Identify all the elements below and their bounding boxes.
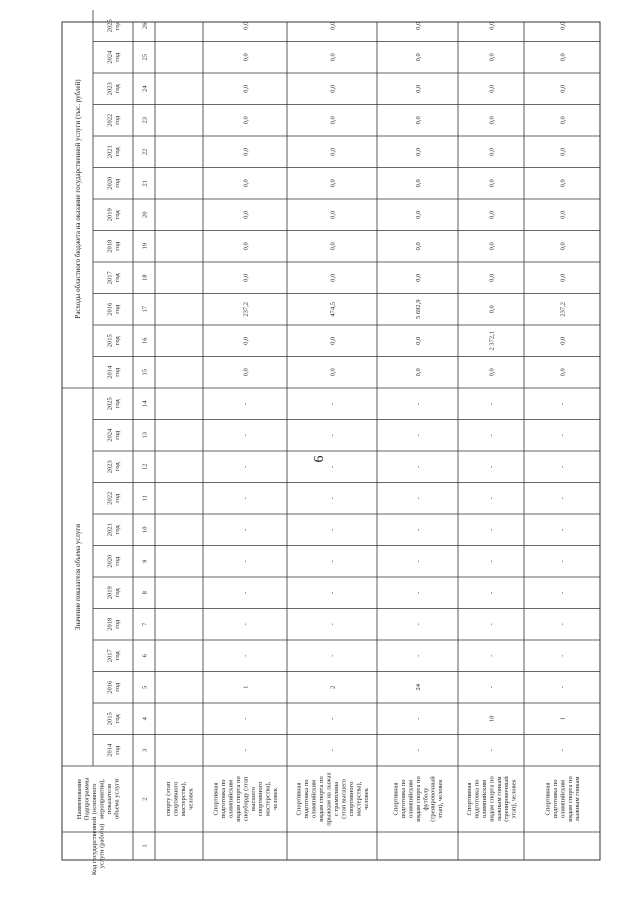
volume-value-cell: - [488, 591, 496, 594]
volume-value-cell: - [242, 528, 250, 531]
year-header: 2014год [106, 365, 122, 379]
expense-value-cell: 0,0 [329, 21, 337, 30]
column-number: 6 [141, 654, 149, 658]
volume-value-cell: 1 [559, 717, 567, 721]
expense-value-cell: 0,0 [488, 368, 496, 377]
expense-value-cell: 2 372,1 [488, 331, 496, 351]
year-header: 2014год [106, 743, 122, 757]
column-number: 20 [141, 211, 149, 218]
year-header: 2020год [106, 176, 122, 190]
volume-value-cell: - [488, 654, 496, 657]
volume-value-cell: - [559, 434, 567, 437]
volume-value-cell: - [329, 560, 337, 563]
expense-value-cell: 0,0 [414, 273, 422, 282]
volume-value-cell: - [559, 623, 567, 626]
expense-value-cell: 0,0 [559, 242, 567, 251]
expense-value-cell: 0,0 [559, 179, 567, 188]
volume-value-cell: - [242, 623, 250, 626]
expense-value-cell: 0,0 [242, 116, 250, 125]
volume-value-cell: - [242, 717, 250, 720]
volume-value-cell: - [329, 749, 337, 752]
volume-value-cell: - [559, 528, 567, 531]
expense-value-cell: 0,0 [488, 210, 496, 219]
column-number: 1 [141, 844, 149, 848]
column-number: 15 [141, 369, 149, 376]
volume-value-cell: - [329, 402, 337, 405]
volume-value-cell: - [329, 591, 337, 594]
volume-value-cell: - [329, 434, 337, 437]
expense-value-cell: 0,0 [242, 179, 250, 188]
year-header: 2018год [106, 239, 122, 253]
expense-value-cell: 0,0 [414, 179, 422, 188]
volume-value-cell: - [329, 465, 337, 468]
year-header: 2017год [106, 649, 122, 663]
volume-value-cell: - [559, 686, 567, 689]
header-indicator-name: НаименованиеПодпрограммы(основногомероприятия),показателяобъема услуги [76, 777, 121, 821]
column-number: 11 [141, 495, 149, 502]
expense-value-cell: 0,0 [414, 336, 422, 345]
expense-value-cell: 0,0 [329, 179, 337, 188]
column-number: 19 [141, 243, 149, 250]
expense-value-cell: 0,0 [559, 84, 567, 93]
volume-value-cell: - [414, 623, 422, 626]
volume-value-cell: - [559, 497, 567, 500]
year-header: 2022год [106, 491, 122, 505]
volume-value-cell: - [242, 591, 250, 594]
expense-value-cell: 0,0 [488, 242, 496, 251]
expense-value-cell: 0,0 [559, 116, 567, 125]
expense-value-cell: 0,0 [242, 336, 250, 345]
column-number: 23 [141, 117, 149, 124]
column-number: 16 [141, 337, 149, 344]
expense-value-cell: 0,0 [488, 147, 496, 156]
volume-value-cell: - [414, 749, 422, 752]
column-number: 3 [141, 748, 149, 752]
indicator-name-cell: спорту (этапспортивногомастерства),человек [165, 781, 195, 817]
expense-value-cell: 0,0 [242, 21, 250, 30]
expense-value-cell: 0,0 [329, 147, 337, 156]
volume-value-cell: - [488, 623, 496, 626]
expense-value-cell: 0,0 [488, 116, 496, 125]
expense-value-cell: 0,0 [488, 53, 496, 62]
column-number: 4 [141, 717, 149, 721]
year-header: 2016год [106, 302, 122, 316]
volume-value-cell: - [559, 749, 567, 752]
column-number: 5 [141, 685, 149, 689]
year-header: 2024год [106, 428, 122, 442]
header-expense-group: Расходы областного бюджета на оказание государственной услуги (тыс. рублей) [73, 79, 82, 319]
indicator-name-cell: Спортивнаяподготовка поолимпийскимвидам спорта посноуборду (этапвысшегоспортивногомастерства),человек [212, 776, 280, 822]
expense-value-cell: 0,0 [329, 242, 337, 251]
column-number: 12 [141, 463, 149, 470]
expense-value-cell: 0,0 [414, 84, 422, 93]
expense-value-cell: 0,0 [559, 147, 567, 156]
volume-value-cell: 24 [414, 684, 422, 691]
expense-value-cell: 0,0 [414, 21, 422, 30]
year-header: 2023год [106, 460, 122, 474]
volume-value-cell: - [559, 465, 567, 468]
expense-value-cell: 0,0 [488, 21, 496, 30]
year-header: 2019год [106, 208, 122, 222]
volume-value-cell: - [414, 497, 422, 500]
volume-value-cell: - [414, 654, 422, 657]
volume-value-cell: - [414, 560, 422, 563]
volume-value-cell: - [242, 465, 250, 468]
expense-value-cell: 0,0 [242, 242, 250, 251]
year-header: 2018год [106, 617, 122, 631]
expense-value-cell: 0,0 [559, 368, 567, 377]
expense-value-cell: 0,0 [329, 84, 337, 93]
expense-value-cell: 0,0 [329, 368, 337, 377]
column-number: 8 [141, 591, 149, 595]
volume-value-cell: - [488, 402, 496, 405]
expense-value-cell: 5 692,9 [414, 299, 422, 319]
indicator-name-cell: Спортивнаяподготовка поолимпийскимвидам спорта полыжным гонкам(тренировочныйэтап), человек [465, 776, 518, 822]
year-header: 2025год [106, 397, 122, 411]
volume-value-cell: - [414, 528, 422, 531]
year-header: 2015год [106, 334, 122, 348]
volume-value-cell: - [242, 749, 250, 752]
volume-value-cell: - [242, 497, 250, 500]
expense-value-cell: 0,0 [488, 305, 496, 314]
expense-value-cell: 0,0 [488, 84, 496, 93]
column-number: 14 [141, 400, 149, 407]
volume-value-cell: - [559, 654, 567, 657]
volume-value-cell: - [488, 497, 496, 500]
volume-value-cell: - [329, 654, 337, 657]
column-number: 18 [141, 274, 149, 281]
volume-value-cell: - [488, 749, 496, 752]
volume-value-cell: - [242, 560, 250, 563]
year-header: 2020год [106, 554, 122, 568]
volume-value-cell: - [488, 528, 496, 531]
header-volume-group: Значение показателя объема услуги [73, 523, 82, 631]
volume-value-cell: - [242, 434, 250, 437]
column-number: 17 [141, 306, 149, 313]
expense-value-cell: 0,0 [329, 336, 337, 345]
year-header: 2022год [106, 113, 122, 127]
year-header: 2015год [106, 712, 122, 726]
volume-value-cell: 2 [329, 685, 337, 689]
expense-value-cell: 0,0 [488, 179, 496, 188]
volume-value-cell: 10 [488, 715, 496, 722]
volume-value-cell: - [488, 560, 496, 563]
year-header: 2023год [106, 82, 122, 96]
expense-value-cell: 0,0 [242, 273, 250, 282]
volume-value-cell: - [559, 560, 567, 563]
expense-value-cell: 0,0 [414, 210, 422, 219]
volume-value-cell: - [329, 528, 337, 531]
page-number: 6 [312, 455, 327, 463]
volume-value-cell: - [414, 402, 422, 405]
expense-value-cell: 0,0 [488, 273, 496, 282]
expense-value-cell: 0,0 [242, 147, 250, 156]
volume-value-cell: - [414, 465, 422, 468]
expense-value-cell: 0,0 [559, 53, 567, 62]
expense-value-cell: 237,2 [242, 301, 250, 317]
expense-value-cell: 0,0 [414, 116, 422, 125]
expense-value-cell: 0,0 [414, 147, 422, 156]
volume-value-cell: - [329, 717, 337, 720]
expense-value-cell: 0,0 [559, 21, 567, 30]
volume-value-cell: - [488, 434, 496, 437]
expense-value-cell: 0,0 [559, 210, 567, 219]
column-number: 26 [141, 22, 149, 29]
volume-value-cell: - [414, 434, 422, 437]
volume-value-cell: - [329, 497, 337, 500]
expense-value-cell: 0,0 [414, 368, 422, 377]
indicator-name-cell: Спортивнаяподготовка поолимпийскимвидам спорта полыжным гонкам [544, 776, 582, 822]
year-header: 2021год [106, 145, 122, 159]
volume-value-cell: 1 [242, 685, 250, 689]
column-number: 2 [141, 797, 149, 801]
year-header: 2017год [106, 271, 122, 285]
expense-value-cell: 0,0 [329, 53, 337, 62]
column-number: 13 [141, 432, 149, 439]
year-header: 2024год [106, 50, 122, 64]
year-header: 2021год [106, 523, 122, 537]
volume-value-cell: - [414, 591, 422, 594]
expense-value-cell: 0,0 [242, 53, 250, 62]
volume-value-cell: - [242, 654, 250, 657]
volume-value-cell: - [414, 717, 422, 720]
expense-value-cell: 0,0 [329, 116, 337, 125]
expense-value-cell: 0,0 [414, 242, 422, 251]
column-number: 10 [141, 526, 149, 533]
volume-value-cell: - [488, 686, 496, 689]
indicator-name-cell: Спортивнаяподготовка поолимпийскимвидам спорта попрыжкам на лыжахс трамплина(этап высшегоспортивногомастерства),человек [295, 772, 370, 826]
volume-value-cell: - [242, 402, 250, 405]
volume-value-cell: - [559, 402, 567, 405]
expense-value-cell: 0,0 [242, 84, 250, 93]
column-number: 24 [141, 85, 149, 92]
year-header: 2019год [106, 586, 122, 600]
volume-value-cell: - [559, 591, 567, 594]
column-number: 9 [141, 559, 149, 563]
expense-value-cell: 0,0 [559, 336, 567, 345]
expense-value-cell: 0,0 [242, 210, 250, 219]
volume-value-cell: - [329, 623, 337, 626]
year-header: 2016год [106, 680, 122, 694]
column-number: 22 [141, 148, 149, 155]
indicator-name-cell: Спортивнаяподготовка поолимпийскимвидам спорта пофутболу(тренировочныйэтап), человек [392, 776, 445, 822]
header-service-code: Код государственнойуслуги (работы) [91, 816, 106, 876]
column-number: 25 [141, 54, 149, 61]
column-number: 7 [141, 622, 149, 626]
volume-value-cell: - [488, 465, 496, 468]
expense-value-cell: 0,0 [329, 273, 337, 282]
expense-value-cell: 237,2 [559, 301, 567, 317]
expense-value-cell: 474,5 [329, 301, 337, 317]
year-header: 2025год [106, 19, 122, 33]
expense-value-cell: 0,0 [242, 368, 250, 377]
column-number: 21 [141, 180, 149, 187]
expense-value-cell: 0,0 [559, 273, 567, 282]
expense-value-cell: 0,0 [329, 210, 337, 219]
expense-value-cell: 0,0 [414, 53, 422, 62]
